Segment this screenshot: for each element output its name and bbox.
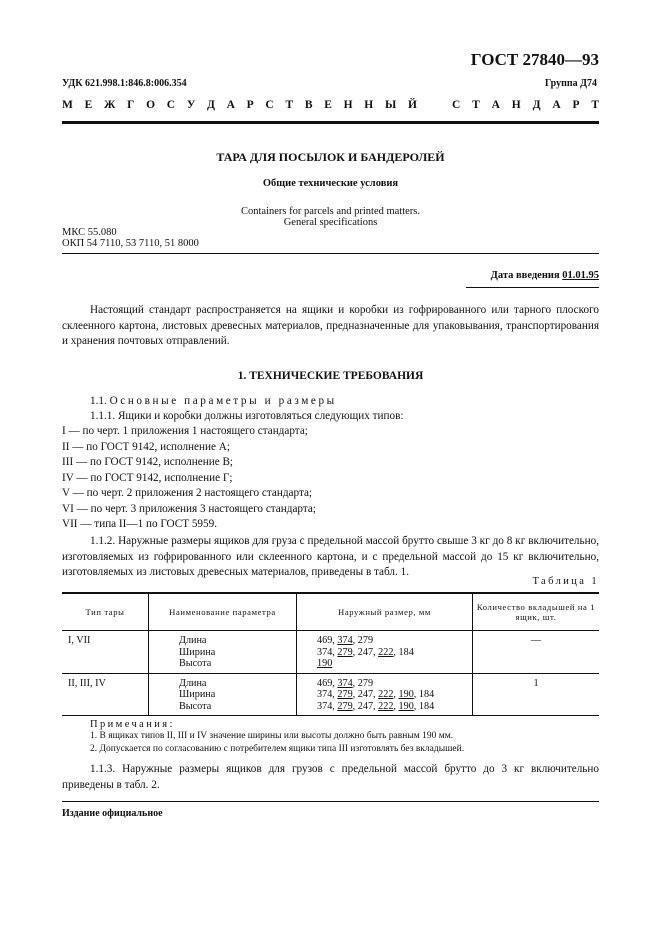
banner-word-standard	[452, 99, 599, 111]
preferred-size: 279	[337, 646, 353, 658]
type-item: VII — типа II—1 по ГОСТ 5959.	[62, 518, 218, 530]
size-line	[317, 658, 468, 670]
size-text: ,	[393, 689, 399, 700]
type-item: I — по черт. 1 приложения 1 настоящего стандарта;	[62, 425, 308, 437]
banner-word-interstate	[62, 99, 417, 111]
banner-letter: Т	[285, 99, 294, 111]
table-header: Наименование параметра	[149, 593, 297, 631]
english-title-line-2: General specifications	[283, 217, 378, 228]
preferred-size: 222	[378, 700, 394, 712]
header-rule	[62, 121, 599, 124]
section-1-heading: 1. ТЕХНИЧЕСКИЕ ТРЕБОВАНИЯ	[237, 370, 424, 382]
official-edition: Издание официальное	[62, 808, 163, 819]
banner-letter: В	[304, 99, 313, 111]
cell-sizes	[297, 631, 473, 674]
banner-letter: Н	[343, 99, 353, 111]
size-line	[317, 635, 468, 647]
date-rule	[466, 287, 599, 288]
clause-1-1-3: 1.1.3. Наружные размеры ящиков для грузов с предельной массой брутто до 3 кг включительно приведены в табл. 2.	[62, 763, 599, 791]
clause-1-1-2: 1.1.2. Наружные размеры ящиков для груза с предельной массой брутто свыше 3 кг до 8 кг включительно, изготовляемых из гофрированного или склеенного картона, и с предельной массой до 15 кг включительно, изготовляемых из листовых древесных материалов, приведены в табл. 1.	[62, 535, 599, 578]
table-1-caption: Таблица 1	[532, 576, 599, 587]
banner-letter: С	[265, 99, 274, 111]
table-header: Тип тары	[62, 593, 149, 631]
cell-params	[149, 673, 297, 716]
mks-code: МКС 55.080	[62, 227, 117, 238]
intro-paragraph: Настоящий стандарт распространяется на ящики и коробки из гофрированного или тарного плоского склеенного картона, листовых древесных материалов, предназначенные для упаковывания, транспортирования и хранения почтовых отправлений.	[62, 304, 599, 347]
banner-letter: А	[226, 99, 235, 111]
banner-letter: Й	[407, 99, 417, 111]
size-text: ,	[393, 700, 399, 712]
size-text: 374,	[317, 700, 338, 712]
date-label: Дата введения	[490, 270, 560, 281]
size-text: , 184	[393, 646, 414, 658]
type-item: VI — по черт. 3 приложения 3 настоящего стандарта;	[62, 503, 316, 515]
preferred-size: 190	[317, 658, 333, 669]
banner-letter: Т	[472, 99, 480, 111]
introduction-date	[491, 270, 599, 281]
okp-code: ОКП 54 7110, 53 7110, 51 8000	[62, 238, 199, 249]
type-item: IV — по ГОСТ 9142, исполнение Г;	[62, 472, 233, 484]
size-text: , 279	[352, 677, 374, 689]
table-row	[62, 673, 599, 716]
banner-letter: Д	[532, 99, 541, 111]
table-1	[62, 592, 599, 716]
param-name: Высота	[179, 700, 212, 712]
document-subtitle: Общие технические условия	[262, 178, 399, 189]
type-item: III — по ГОСТ 9142, исполнение В;	[62, 456, 234, 468]
size-text: , 184	[413, 700, 435, 712]
cell-type: II, III, IV	[62, 673, 149, 716]
preferred-size: 374	[337, 635, 353, 646]
preferred-size: 190	[398, 700, 414, 712]
preferred-size: 222	[378, 689, 394, 700]
preferred-size: 279	[337, 700, 353, 712]
preferred-size: 374	[337, 677, 353, 689]
size-line	[317, 689, 468, 701]
banner-letter: С	[166, 99, 176, 111]
preferred-size: 279	[337, 689, 353, 700]
size-text: , 247,	[352, 646, 379, 658]
banner-letter: Ы	[384, 99, 397, 111]
banner-letter: Р	[246, 99, 254, 111]
classification-rule	[62, 253, 599, 254]
banner-letter: А	[552, 99, 561, 111]
english-title-line-1: Containers for parcels and printed matters.	[240, 206, 421, 217]
group-code: Группа Д74	[544, 78, 597, 89]
banner-letter: Г	[127, 99, 135, 111]
clause-1-1-heading: 1.1. Основные параметры и размеры	[90, 395, 337, 407]
type-item: II — по ГОСТ 9142, исполнение А;	[62, 441, 230, 453]
banner-letter: Р	[572, 99, 580, 111]
param-name: Длина	[179, 677, 207, 689]
document-title: ТАРА ДЛЯ ПОСЫЛОК И БАНДЕРОЛЕЙ	[216, 150, 445, 164]
size-line	[317, 701, 468, 713]
note-item: 2. Допускается по согласованию с потребителем ящики типа III изготовлять без вкладышей.	[90, 744, 465, 754]
banner-letter: А	[491, 99, 500, 111]
cell-type: I, VII	[62, 631, 149, 674]
document-code: ГОСТ 27840—93	[470, 50, 599, 69]
size-text: 374,	[317, 646, 338, 658]
cell-sizes	[297, 673, 473, 716]
cell-params	[149, 631, 297, 674]
table-row	[62, 631, 599, 674]
note-item: 1. В ящиках типов II, III и IV значение ширины или высоты должно быть равным 190 мм.	[90, 731, 454, 741]
size-line	[317, 647, 468, 659]
type-item: V — по черт. 2 приложения 2 настоящего стандарта;	[62, 487, 313, 499]
banner-letter: Ж	[103, 99, 116, 111]
size-text: 374,	[317, 689, 338, 700]
size-text: , 247,	[352, 689, 379, 700]
table-header: Количество вкладышей на 1 ящик, шт.	[473, 593, 600, 631]
size-text: , 184	[413, 689, 435, 700]
udk-code: УДК 621.998.1:846.8:006.354	[62, 78, 187, 89]
param-name: Ширина	[179, 646, 216, 658]
size-text: , 279	[352, 635, 374, 646]
banner-letter: М	[62, 99, 73, 111]
banner-letter: С	[452, 99, 461, 111]
clause-1-1-1: 1.1.1. Ящики и коробки должны изготовляться следующих типов:	[90, 410, 404, 422]
banner-letter: Н	[511, 99, 521, 111]
preferred-size: 190	[398, 689, 414, 700]
banner-letter: Т	[591, 99, 599, 111]
cell-count: 1	[473, 673, 600, 716]
preferred-size: 222	[378, 646, 394, 658]
banner-letter: Д	[206, 99, 215, 111]
banner-letter: У	[186, 99, 196, 111]
param-name: Ширина	[179, 689, 216, 700]
banner-letter: Н	[364, 99, 374, 111]
banner-letter: Е	[84, 99, 93, 111]
size-text: 469,	[317, 635, 338, 646]
notes-heading: Примечания:	[90, 719, 175, 730]
footer-rule	[62, 801, 599, 802]
param-name: Высота	[179, 658, 212, 669]
param-name: Длина	[179, 635, 207, 646]
size-text: , 247,	[352, 700, 379, 712]
cell-count: —	[473, 631, 600, 674]
banner-letter: О	[146, 99, 156, 111]
table-header: Наружный размер, мм	[297, 593, 473, 631]
banner-letter: Е	[324, 99, 332, 111]
size-line	[317, 678, 468, 690]
size-text: 469,	[317, 677, 338, 689]
date-value: 01.01.95	[562, 270, 599, 281]
interstate-standard-banner	[62, 99, 599, 111]
